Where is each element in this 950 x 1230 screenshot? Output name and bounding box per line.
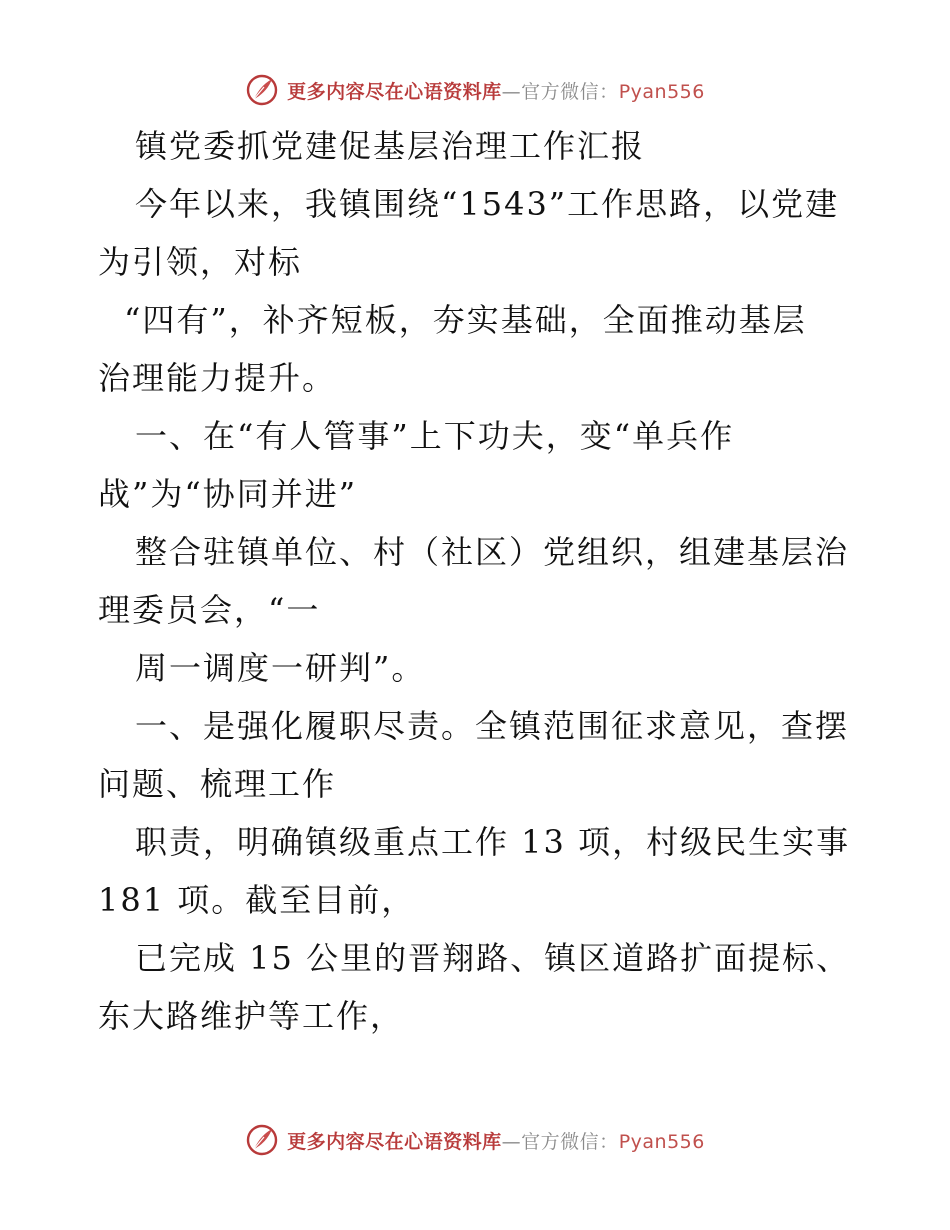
document-body [98, 117, 858, 1045]
banner-dash: — [501, 80, 522, 103]
paragraph-line: 问题、梳理工作 [98, 765, 337, 803]
feather-pen-logo-icon [245, 73, 279, 107]
banner-wechat-id: Pyan556 [618, 80, 705, 103]
paragraph-line: 周一调度一研判”。 [135, 649, 426, 687]
header-watermark-banner [0, 68, 950, 112]
paragraph-line: “四有”，补齐短板，夯实基础，全面推动基层 [124, 301, 807, 339]
section-heading-line: 一、在“有人管事”上下功夫，变“单兵作 [135, 417, 735, 455]
paragraph-line: 今年以来，我镇围绕“1543”工作思路，以党建 [135, 185, 840, 223]
paragraph-line: 治理能力提升。 [98, 359, 337, 397]
banner-wechat-label: 官方微信： [521, 1130, 619, 1153]
paragraph-line: 一、是强化履职尽责。全镇范围征求意见，查摆 [135, 707, 850, 745]
paragraph-line: 职责，明确镇级重点工作 13 项，村级民生实事 [135, 823, 851, 861]
banner-wechat-label: 官方微信： [521, 80, 619, 103]
paragraph-line: 为引领，对标 [98, 243, 303, 281]
paragraph-line: 理委员会，“一 [98, 591, 321, 629]
section-heading-line: 战”为“协同并进” [98, 475, 358, 513]
banner-wechat-id: Pyan556 [618, 1130, 705, 1153]
paragraph-line: 东大路维护等工作， [98, 997, 405, 1035]
footer-watermark-banner [0, 1118, 950, 1162]
paragraph-line: 已完成 15 公里的晋翔路、镇区道路扩面提标、 [135, 939, 851, 977]
document-title: 镇党委抓党建促基层治理工作汇报 [135, 127, 646, 165]
paragraph-line: 181 项。截至目前， [98, 881, 416, 919]
banner-slogan: 更多内容尽在心语资料库 [287, 1130, 502, 1153]
feather-pen-logo-icon [245, 1123, 279, 1157]
banner-dash: — [501, 1130, 522, 1153]
paragraph-line: 整合驻镇单位、村（社区）党组织，组建基层治 [135, 533, 850, 571]
banner-slogan: 更多内容尽在心语资料库 [287, 80, 502, 103]
